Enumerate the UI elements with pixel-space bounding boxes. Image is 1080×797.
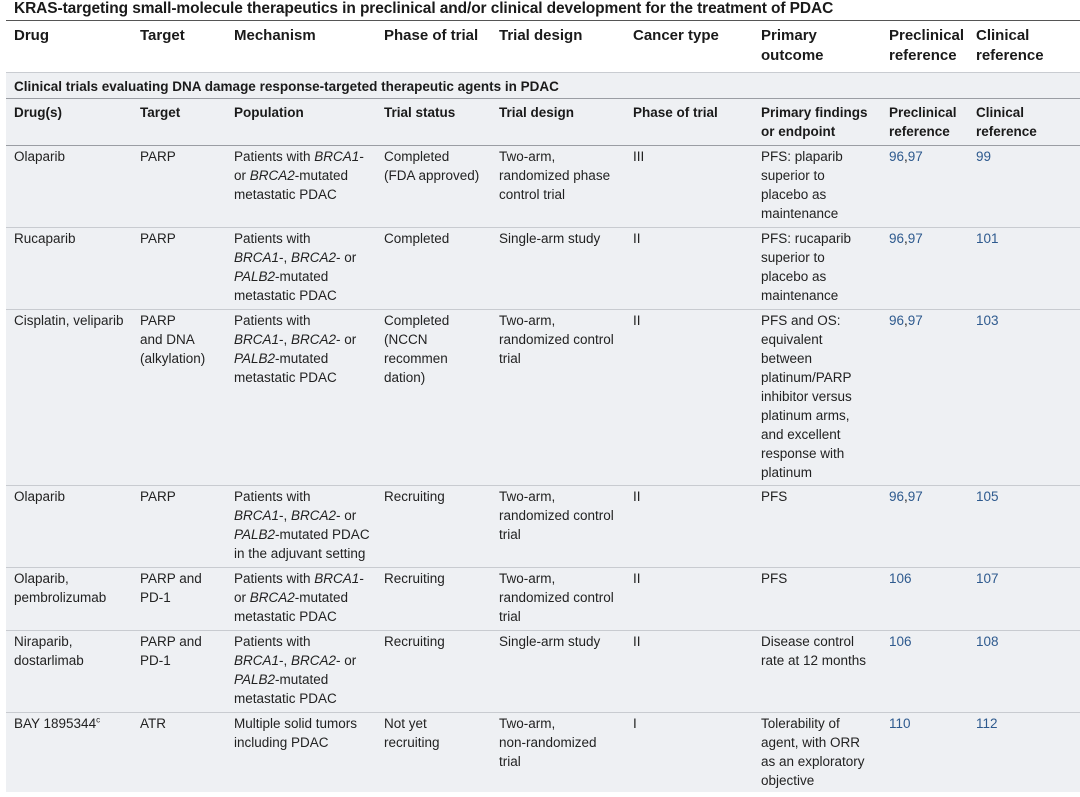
- population-line: [234, 248, 382, 267]
- findings-line: response with: [761, 446, 845, 461]
- gene-name: PALB2: [234, 269, 276, 284]
- trial-design-line: Single-arm study: [499, 634, 601, 649]
- subheader-trial-status: Trial status: [384, 105, 456, 120]
- findings-line: maintenance: [761, 288, 839, 303]
- preclinical-ref-cell: [889, 569, 974, 588]
- trial-status-cell: [384, 147, 496, 185]
- trial-status-line: (NCCN: [384, 332, 428, 347]
- findings-line: inhibitor versus: [761, 389, 852, 404]
- preclinical-ref-link[interactable]: 110: [889, 716, 911, 731]
- subheader-preclinical-line: Preclinical: [889, 105, 957, 120]
- findings-line: placebo as: [761, 187, 827, 202]
- subheader-population: Population: [234, 105, 304, 120]
- preclinical-ref-cell: [889, 311, 974, 330]
- population-text: -: [359, 571, 364, 586]
- gene-name: BRCA1: [234, 653, 280, 668]
- population-line: [234, 670, 382, 689]
- phase-cell: I: [633, 716, 637, 731]
- clinical-ref-link[interactable]: 99: [976, 149, 992, 164]
- drug-line: Olaparib: [14, 489, 66, 504]
- population-text: -mutated PDAC: [275, 527, 370, 542]
- clinical-ref-cell: [976, 147, 1076, 166]
- trial-design-cell: [499, 632, 629, 651]
- ref-separator: ,: [904, 313, 908, 328]
- clinical-ref-cell: [976, 569, 1076, 588]
- population-text: Patients with: [234, 149, 315, 164]
- findings-line: PFS and OS:: [761, 313, 841, 328]
- phase-cell: II: [633, 571, 641, 586]
- population-cell: [234, 147, 382, 204]
- preclinical-ref-link[interactable]: 106: [889, 634, 912, 649]
- population-line: [234, 506, 382, 525]
- subtable-title: Clinical trials evaluating DNA damage response-targeted therapeutic agents in PDAC: [14, 79, 559, 94]
- header-preclinical-reference: [889, 26, 974, 66]
- findings-line: agent, with ORR: [761, 735, 861, 750]
- trial-design-cell: [499, 229, 629, 248]
- population-line: [234, 525, 382, 544]
- gene-name: BRCA1: [234, 508, 280, 523]
- trial-design-line: trial: [499, 609, 521, 624]
- preclinical-ref-link[interactable]: 97: [907, 231, 923, 246]
- gene-name: PALB2: [234, 527, 276, 542]
- population-text: - or: [336, 653, 357, 668]
- trial-status-cell: [384, 632, 496, 651]
- gene-name: BRCA2: [291, 508, 337, 523]
- target-line: PARP and: [140, 571, 202, 586]
- subtitle-rule: [6, 98, 1080, 99]
- subheader-clinical-reference: [976, 103, 1076, 141]
- header-primary-outcome: [761, 26, 886, 66]
- findings-line: PFS: rucaparib: [761, 231, 852, 246]
- preclinical-ref-cell: [889, 147, 974, 166]
- gene-name: PALB2: [234, 351, 276, 366]
- findings-cell: [761, 714, 886, 790]
- population-cell: [234, 569, 382, 626]
- drug-cell: [14, 147, 139, 166]
- preclinical-ref-link[interactable]: 97: [907, 313, 923, 328]
- gene-name: BRCA2: [291, 653, 337, 668]
- subheader-rule: [6, 145, 1080, 146]
- findings-line: maintenance: [761, 206, 839, 221]
- phase-cell: III: [633, 149, 645, 164]
- population-text: - or: [336, 332, 357, 347]
- target-cell: [140, 487, 232, 506]
- drug-line: Olaparib: [14, 149, 66, 164]
- row-rule: [6, 227, 1080, 228]
- preclinical-ref-cell: [889, 714, 974, 733]
- population-text: metastatic PDAC: [234, 691, 337, 706]
- trial-status-line: recruiting: [384, 735, 440, 750]
- population-text: or: [234, 590, 250, 605]
- findings-line: Tolerability of: [761, 716, 840, 731]
- row-rule: [6, 567, 1080, 568]
- trial-design-line: control trial: [499, 187, 566, 202]
- trial-status-line: Recruiting: [384, 634, 445, 649]
- header-preclinical-reference-line: reference: [889, 47, 957, 64]
- drug-cell: [14, 311, 139, 330]
- trial-status-line: dation): [384, 370, 426, 385]
- population-text: -mutated: [294, 590, 349, 605]
- header-primary-line: Primary: [761, 27, 817, 44]
- clinical-ref-cell: [976, 632, 1076, 651]
- trial-status-line: Recruiting: [384, 489, 445, 504]
- header-phase-of-trial: Phase of trial: [384, 27, 479, 44]
- preclinical-ref-link[interactable]: 97: [907, 149, 923, 164]
- gene-name: BRCA2: [291, 250, 337, 265]
- target-line: PARP: [140, 313, 176, 328]
- target-cell: [140, 147, 232, 166]
- population-text: Patients with: [234, 313, 311, 328]
- population-text: Patients with: [234, 634, 311, 649]
- population-line: [234, 588, 382, 607]
- trial-design-cell: [499, 714, 629, 771]
- header-trial-design: Trial design: [499, 27, 583, 44]
- row-rule: [6, 712, 1080, 713]
- clinical-ref-cell: [976, 229, 1076, 248]
- footnote-marker: c: [96, 715, 101, 725]
- ref-separator: ,: [904, 231, 908, 246]
- subheader-trial-design: Trial design: [499, 105, 575, 120]
- population-text: Multiple solid tumors: [234, 716, 358, 731]
- gene-name: BRCA1: [234, 332, 280, 347]
- header-mechanism: Mechanism: [234, 27, 316, 44]
- target-line: PD-1: [140, 653, 171, 668]
- population-line: [234, 147, 382, 166]
- row-rule: [6, 630, 1080, 631]
- gene-name: BRCA1: [234, 250, 280, 265]
- population-cell: [234, 229, 382, 305]
- findings-line: between: [761, 351, 813, 366]
- findings-line: rate at 12 months: [761, 653, 867, 668]
- target-line: PD-1: [140, 590, 171, 605]
- ref-separator: ,: [904, 489, 908, 504]
- population-line: [234, 651, 382, 670]
- trial-status-cell: [384, 714, 496, 752]
- drug-line: Rucaparib: [14, 231, 76, 246]
- population-text: -mutated: [275, 672, 329, 687]
- drug-cell: [14, 714, 139, 733]
- subheader-preclinical-reference: [889, 103, 974, 141]
- header-outcome-line: outcome: [761, 47, 824, 64]
- trial-design-cell: [499, 487, 629, 544]
- clinical-ref-link[interactable]: 101: [976, 231, 999, 246]
- title-rule: [6, 20, 1080, 21]
- trial-status-cell: [384, 229, 496, 248]
- target-cell: [140, 714, 232, 733]
- drug-cell: [14, 487, 139, 506]
- population-text: -,: [279, 250, 292, 265]
- subheader-primary-findings: [761, 103, 886, 141]
- clinical-ref-link[interactable]: 108: [976, 634, 999, 649]
- population-cell: [234, 714, 382, 752]
- population-line: [234, 349, 382, 368]
- subheader-findings-line: Primary findings: [761, 105, 868, 120]
- trial-status-line: Completed: [384, 149, 450, 164]
- findings-line: PFS: [761, 571, 788, 586]
- row-rule: [6, 485, 1080, 486]
- findings-cell: [761, 229, 886, 305]
- target-cell: [140, 632, 232, 670]
- header-clinical-reference: [976, 26, 1076, 66]
- clinical-ref-cell: [976, 311, 1076, 330]
- findings-cell: [761, 311, 886, 482]
- preclinical-ref-link[interactable]: 106: [889, 571, 912, 586]
- drug-line: dostarlimab: [14, 653, 84, 668]
- findings-cell: [761, 569, 886, 588]
- preclinical-ref-cell: [889, 229, 974, 248]
- trial-design-line: randomized control: [499, 590, 614, 605]
- findings-line: PFS: [761, 489, 788, 504]
- findings-line: equivalent: [761, 332, 823, 347]
- findings-line: placebo as: [761, 269, 827, 284]
- trial-status-line: Not yet: [384, 716, 427, 731]
- target-cell: [140, 569, 232, 607]
- drug-line: pembrolizumab: [14, 590, 107, 605]
- clinical-ref-link[interactable]: 103: [976, 313, 999, 328]
- population-text: Patients with: [234, 489, 311, 504]
- target-line: and DNA: [140, 332, 195, 347]
- preclinical-ref-link[interactable]: 96: [889, 149, 905, 164]
- preclinical-ref-link[interactable]: 97: [907, 489, 923, 504]
- preclinical-ref-cell: [889, 632, 974, 651]
- trial-status-line: Completed: [384, 231, 450, 246]
- population-text: -mutated: [294, 168, 349, 183]
- findings-line: Disease control: [761, 634, 855, 649]
- phase-cell: II: [633, 634, 641, 649]
- population-line: [234, 185, 382, 204]
- population-text: - or: [336, 250, 357, 265]
- findings-cell: [761, 147, 886, 223]
- findings-cell: [761, 632, 886, 670]
- target-cell: [140, 229, 232, 248]
- population-line: [234, 166, 382, 185]
- trial-design-cell: [499, 147, 629, 204]
- row-rule: [6, 309, 1080, 310]
- population-cell: [234, 632, 382, 708]
- drug-cell: [14, 632, 139, 670]
- population-line: [234, 286, 382, 305]
- phase-cell: II: [633, 313, 641, 328]
- trial-design-line: trial: [499, 351, 521, 366]
- trial-status-line: recommen: [384, 351, 448, 366]
- clinical-ref-link[interactable]: 105: [976, 489, 999, 504]
- drug-cell: [14, 569, 139, 607]
- gene-name: BRCA2: [249, 590, 295, 605]
- trial-design-line: Single-arm study: [499, 231, 601, 246]
- population-text: in the adjuvant setting: [234, 546, 366, 561]
- trial-design-line: Two-arm,: [499, 313, 556, 328]
- trial-design-line: trial: [499, 527, 521, 542]
- population-line: [234, 607, 382, 626]
- preclinical-ref-link[interactable]: 96: [889, 231, 905, 246]
- target-line: PARP: [140, 489, 176, 504]
- population-text: -: [359, 149, 364, 164]
- target-line: (alkylation): [140, 351, 206, 366]
- phase-cell: II: [633, 231, 641, 246]
- gene-name: BRCA2: [291, 332, 337, 347]
- findings-line: and excellent: [761, 427, 841, 442]
- population-line: [234, 487, 382, 506]
- population-text: - or: [336, 508, 357, 523]
- target-cell: [140, 311, 232, 368]
- trial-status-cell: [384, 487, 496, 506]
- target-line: PARP and: [140, 634, 202, 649]
- trial-design-line: randomized control: [499, 508, 614, 523]
- header-clinical-reference-line: reference: [976, 47, 1044, 64]
- target-line: PARP: [140, 149, 176, 164]
- drug-cell: [14, 229, 139, 248]
- target-line: PARP: [140, 231, 176, 246]
- trial-status-line: Completed: [384, 313, 450, 328]
- population-line: [234, 544, 382, 563]
- findings-cell: [761, 487, 886, 506]
- subheader-phase-of-trial: Phase of trial: [633, 105, 718, 120]
- drug-line: Cisplatin, veliparib: [14, 313, 124, 328]
- population-text: including PDAC: [234, 735, 329, 750]
- population-text: metastatic PDAC: [234, 609, 337, 624]
- table-title: KRAS-targeting small-molecule therapeutics in preclinical and/or clinical development for the treatment of PDAC: [14, 0, 834, 17]
- population-text: metastatic PDAC: [234, 187, 337, 202]
- trial-design-line: Two-arm,: [499, 716, 556, 731]
- subheader-target: Target: [140, 105, 181, 120]
- trial-design-line: non-randomized: [499, 735, 597, 750]
- population-text: metastatic PDAC: [234, 288, 337, 303]
- ref-separator: ,: [904, 149, 908, 164]
- clinical-ref-cell: [976, 487, 1076, 506]
- population-text: -,: [279, 653, 292, 668]
- target-line: ATR: [140, 716, 166, 731]
- phase-cell: II: [633, 489, 641, 504]
- population-cell: [234, 311, 382, 387]
- clinical-ref-link[interactable]: 107: [976, 571, 999, 586]
- population-text: Patients with: [234, 231, 311, 246]
- preclinical-ref-link[interactable]: 96: [889, 489, 905, 504]
- population-line: [234, 311, 382, 330]
- population-line: [234, 689, 382, 708]
- findings-line: objective: [761, 773, 815, 788]
- gene-name: BRCA1: [314, 571, 360, 586]
- population-text: Patients with: [234, 571, 315, 586]
- trial-design-cell: [499, 569, 629, 626]
- population-line: [234, 229, 382, 248]
- header-clinical-line: Clinical: [976, 27, 1030, 44]
- trial-design-line: Two-arm,: [499, 489, 556, 504]
- population-line: [234, 714, 382, 733]
- population-line: [234, 368, 382, 387]
- trial-status-line: Recruiting: [384, 571, 445, 586]
- population-text: or: [234, 168, 250, 183]
- trial-design-line: randomized phase: [499, 168, 611, 183]
- population-text: metastatic PDAC: [234, 370, 337, 385]
- population-text: -mutated: [275, 269, 329, 284]
- subheader-endpoint-line: or endpoint: [761, 124, 836, 139]
- header-cancer-type: Cancer type: [633, 27, 719, 44]
- header-target: Target: [140, 27, 185, 44]
- drug-line: BAY 1895344$^c$: [14, 715, 101, 731]
- findings-line: platinum arms,: [761, 408, 850, 423]
- header-drug: Drug: [14, 27, 49, 44]
- population-text: -mutated: [275, 351, 329, 366]
- preclinical-ref-cell: [889, 487, 974, 506]
- trial-design-cell: [499, 311, 629, 368]
- gene-name: BRCA1: [314, 149, 360, 164]
- trial-status-cell: [384, 311, 496, 387]
- population-line: [234, 733, 382, 752]
- subheader-drugs: Drug(s): [14, 105, 62, 120]
- gene-name: BRCA2: [249, 168, 295, 183]
- subheader-preclinical-reference-line: reference: [889, 124, 950, 139]
- population-line: [234, 330, 382, 349]
- gene-name: PALB2: [234, 672, 276, 687]
- trial-status-cell: [384, 569, 496, 588]
- drug-line: Olaparib,: [14, 571, 69, 586]
- clinical-ref-cell: [976, 714, 1076, 733]
- trial-design-line: trial: [499, 754, 521, 769]
- trial-design-line: randomized control: [499, 332, 614, 347]
- population-text: -,: [279, 508, 292, 523]
- header-preclinical-line: Preclinical: [889, 27, 965, 44]
- clinical-ref-link[interactable]: 112: [976, 716, 998, 731]
- population-cell: [234, 487, 382, 563]
- population-line: [234, 267, 382, 286]
- trial-design-line: Two-arm,: [499, 149, 556, 164]
- preclinical-ref-link[interactable]: 96: [889, 313, 905, 328]
- population-line: [234, 632, 382, 651]
- findings-line: platinum/PARP: [761, 370, 852, 385]
- trial-status-line: (FDA approved): [384, 168, 480, 183]
- trial-design-line: Two-arm,: [499, 571, 556, 586]
- findings-line: superior to: [761, 168, 825, 183]
- findings-line: PFS: plaparib: [761, 149, 843, 164]
- population-text: -,: [279, 332, 292, 347]
- findings-line: as an exploratory: [761, 754, 865, 769]
- drug-line: Niraparib,: [14, 634, 73, 649]
- findings-line: superior to: [761, 250, 825, 265]
- findings-line: platinum: [761, 465, 813, 480]
- population-line: [234, 569, 382, 588]
- subheader-clinical-reference-line: reference: [976, 124, 1037, 139]
- subheader-clinical-line: Clinical: [976, 105, 1025, 120]
